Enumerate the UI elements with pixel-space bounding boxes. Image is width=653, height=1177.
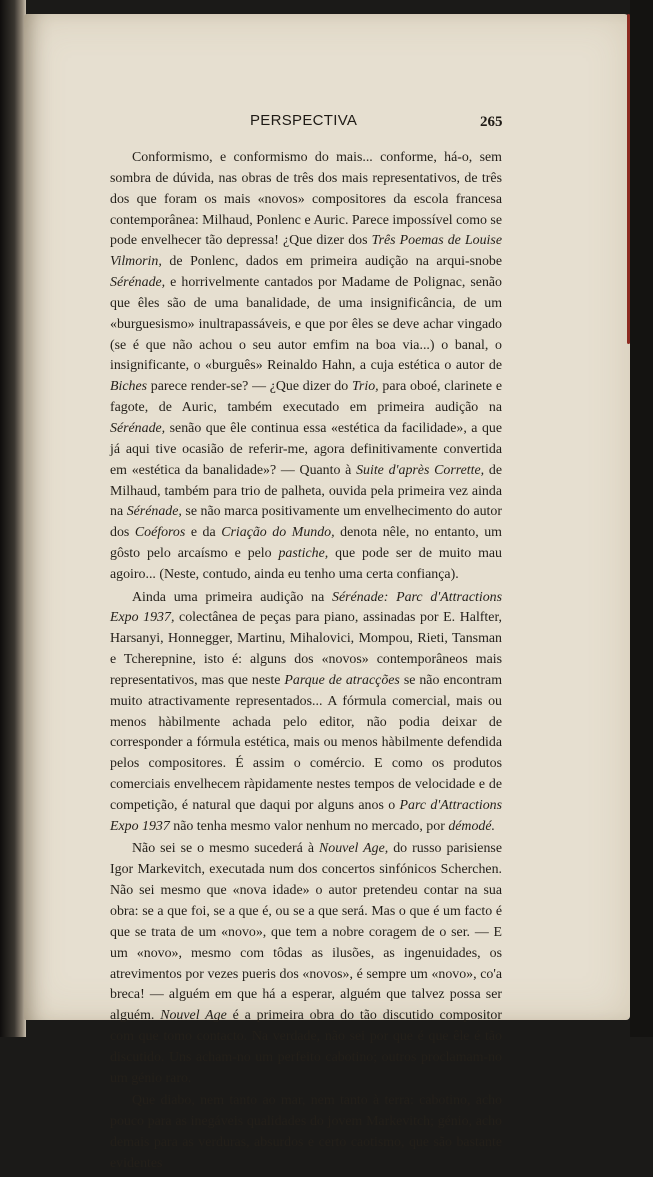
italic-text: Sérénade, bbox=[110, 275, 166, 291]
text-run: colectânea de peças para piano, assinadas por E. Halfter, Harsanyi, Honnegger, Martinu, Mihalovici, Mompou, Rieti, Tansman e Tcherepnine, isto é: alguns dos «novos» contemporâneos mais representativos, mas que neste bbox=[110, 610, 502, 688]
paragraph bbox=[110, 1091, 502, 1174]
italic-text: Sérénade, bbox=[110, 420, 166, 436]
text-run: se não marca positivamente um envelhecimento do autor dos bbox=[110, 504, 502, 541]
italic-text: Nouvel Age, bbox=[319, 841, 389, 857]
text-run: que pode ser de muito mau agoiro... (Neste, contudo, ainda eu tenho uma certa confiança). bbox=[110, 546, 502, 582]
text-run: e da bbox=[185, 525, 222, 541]
running-title: PERSPECTIVA bbox=[250, 112, 358, 129]
text-run: para oboé, clarinete e fagote, de Auric, também executado em primeira audição na bbox=[110, 379, 502, 416]
paragraph bbox=[110, 588, 502, 838]
italic-text: Criação do Mundo, bbox=[221, 525, 335, 541]
text-run: é a primeira obra do tão discutido compositor com que tomo contacto. Na verdade, não sei por que é que êle é tão discutido. Uns acham-no um perfeito cabotino; outros proclamam-no um génio raro. bbox=[110, 1008, 502, 1086]
text-run: e horrivelmente cantados por Madame de Polignac, senão que êles são de uma banalidade, de uma insignificância, de um «burguesismo» inultrapassáveis, e que por êles se deve achar vingado (se é que não achou o seu autor emfim na boa via...) o banal, o insignificante, o «burguês» Reinaldo Hahn, a cuja estética o autor de bbox=[110, 275, 502, 374]
italic-text: Sérénade: Parc d'Attractions Expo 1937, bbox=[110, 589, 503, 626]
text-run: se não encontram muito atractivamente representados... A fórmula comercial, mais ou menos hàbilmente achada pelo editor, não podia deixar de corresponder a fórmula estética, mais ou menos hàbilmente defendida pelos compositores. É assim o comércio. E como os produtos comerciais envelhecem ràpidamente nestes tempos de velocidade e de competição, é natural que daqui por alguns anos o bbox=[110, 672, 502, 813]
text-run: senão que êle continua essa «estética da facilidade», a que já aqui tive ocasião de referir-me, agora definitivamente convertida em «estética da banalidade»? — Quanto à bbox=[110, 420, 502, 478]
paragraph bbox=[110, 839, 502, 1089]
paragraph bbox=[110, 148, 502, 586]
italic-text: Suite d'après Corrette, bbox=[356, 462, 485, 478]
italic-text: Sérénade, bbox=[126, 504, 182, 520]
text-run: de Ponlenc, dados em primeira audição na arqui-snobe bbox=[161, 254, 502, 270]
italic-text: Três Poemas de Louise Vilmorin, bbox=[110, 233, 502, 270]
text-run: do russo parisiense Igor Markevitch, executada num dos concertos sinfónicos Scherchen. Não sei mesmo que «nova idade» o autor pretendeu contar na sua obra: se a que foi, se a que é, ou se a que será. Mas o que é um facto é que se trata de um «novo», que tem a nobre coragem de o ser. — E um «novo», mesmo com tôdas as ilusões, as ingenuidades, os atrevimentos por vezes pueris dos «novos», é sempre um «novo», co'a breca! — alguém em que há a esperar, alguém que talvez possa ser alguém. bbox=[110, 841, 502, 1024]
running-header bbox=[24, 112, 630, 136]
italic-text: Coéforos bbox=[134, 525, 186, 541]
italic-text: Nouvel Age bbox=[160, 1008, 227, 1024]
italic-text: Parc d'Attractions Expo 1937 bbox=[110, 797, 503, 834]
background-right bbox=[630, 0, 653, 1037]
italic-text: Biches bbox=[110, 379, 148, 395]
italic-text: Parque de atracções bbox=[284, 672, 400, 688]
text-run: não tenha mesmo valor nenhum no mercado, por bbox=[169, 818, 449, 834]
text-run: parece render-se? — ¿Que dizer do bbox=[147, 379, 352, 395]
italic-text: Trio, bbox=[351, 379, 379, 395]
text-run: denota nêle, no entanto, um gôsto pelo arcaísmo e pelo bbox=[110, 525, 502, 562]
text-run: Ainda uma primeira audição na bbox=[132, 589, 333, 605]
italic-text: démodé. bbox=[448, 818, 495, 834]
text-run: Não sei se o mesmo sucederá à bbox=[132, 841, 320, 857]
body-text bbox=[110, 148, 502, 1177]
italic-text: pastiche, bbox=[278, 546, 329, 562]
text-run: Que diabo, nem tanto ao mar, nem tanto à terra: cabotino, acho pouco para as inegáveis qualidades do jovem Markevitch; génio, acho demais para as verduras, absurdos e certo caotismo, que são bastante evidentes bbox=[110, 1093, 502, 1171]
book-binding bbox=[0, 0, 26, 1037]
text-run: Conformismo, e conformismo do mais... conforme, há-o, sem sombra de dúvida, nas obras de três dos mais representativos, de três dos que foram os mais «novos» compositores da escola francesa contemporânea: Milhaud, Ponlenc e Auric. Parece impossível como se pode envelhecer tão depressa! ¿Que dizer dos bbox=[110, 150, 502, 249]
page-number: 265 bbox=[480, 114, 503, 130]
text-run: de Milhaud, também para trio de palheta, ouvida pela primeira vez ainda na bbox=[110, 462, 503, 520]
